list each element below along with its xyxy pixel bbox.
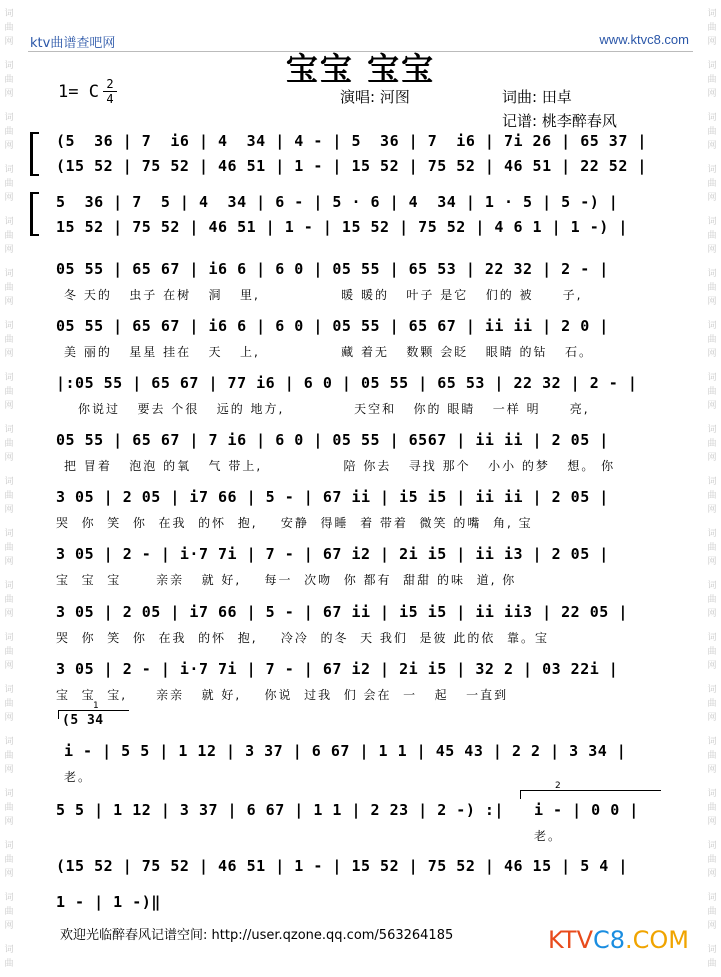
ending-1-music: i - | 5 5 | 1 12 | 3 37 | 6 67 | 1 1 | 45 43 | 2 2 | 3 34 | (64, 742, 627, 760)
watermark-char: 词 (707, 61, 717, 71)
composer: 词曲: 田卓 (502, 88, 572, 106)
volta-1-label: 1 (93, 701, 99, 711)
watermark-char: 曲 (4, 751, 14, 761)
time-signature (103, 78, 117, 105)
watermark-char: 网 (707, 609, 717, 619)
footer-text[interactable]: 欢迎光临醉春风记谱空间: http://user.qzone.qq.com/563264185 (60, 928, 454, 943)
watermark-char: 网 (707, 505, 717, 515)
watermark-char: 词 (4, 841, 14, 851)
watermark-char: 词 (4, 633, 14, 643)
watermark-char: 网 (707, 193, 717, 203)
watermark-char: 词 (707, 321, 717, 331)
system-brace (30, 192, 43, 236)
watermark-char: 词 (707, 737, 717, 747)
watermark-char: 网 (707, 765, 717, 775)
watermark-char: 词 (4, 477, 14, 487)
verse-line-2-music: 05 55 | 65 67 | i6 6 | 6 0 | 05 55 | 65 67 | ii ii | 2 0 | (56, 317, 609, 335)
watermark-char: 词 (707, 633, 717, 643)
song-title: 宝宝 宝宝 (285, 50, 436, 88)
watermark-char: 词 (4, 581, 14, 591)
chorus-line-1-music: 3 05 | 2 05 | i7 66 | 5 - | 67 ii | i5 i5 | ii ii | 2 05 | (56, 488, 609, 506)
watermark-char: 网 (4, 245, 14, 255)
watermark-char: 曲 (707, 491, 717, 501)
watermark-char: 词 (707, 373, 717, 383)
watermark-char: 网 (4, 453, 14, 463)
watermark-char: 词 (4, 685, 14, 695)
ktvc8-logo[interactable] (548, 926, 689, 954)
watermark-char: 词 (4, 9, 14, 19)
logo-part-ktv: KTV (548, 926, 593, 954)
watermark-char: 曲 (4, 959, 14, 969)
singer: 演唱: 河图 (340, 88, 410, 106)
intro-line-1-lower: (15 52 | 75 52 | 46 51 | 1 - | 15 52 | 75 52 | 46 51 | 22 52 | (56, 157, 647, 175)
watermark-char: 词 (707, 893, 717, 903)
watermark-char: 词 (707, 9, 717, 19)
watermark-char: 网 (4, 141, 14, 151)
watermark-char: 曲 (4, 335, 14, 345)
watermark-char: 曲 (4, 699, 14, 709)
watermark-char: 曲 (707, 127, 717, 137)
watermark-char: 曲 (4, 543, 14, 553)
watermark-char: 词 (4, 893, 14, 903)
watermark-char: 曲 (707, 387, 717, 397)
watermark-char: 词 (4, 321, 14, 331)
watermark-char: 网 (707, 141, 717, 151)
watermark-char: 词 (4, 789, 14, 799)
chorus-line-3-lyric: 哭 你 笑 你 在我 的怀 抱, 冷冷 的冬 天 我们 是彼 此的依 靠。宝 (56, 631, 549, 645)
ending-1-pickup: (5 34 (62, 713, 104, 728)
watermark-char: 曲 (4, 283, 14, 293)
watermark-char: 网 (4, 609, 14, 619)
logo-part-c8: C8 (592, 926, 626, 954)
watermark-char: 词 (4, 529, 14, 539)
site-url-right[interactable]: www.ktvc8.com (599, 32, 689, 47)
chorus-line-2-music: 3 05 | 2 - | i·7 7i | 7 - | 67 i2 | 2i i5 | ii i3 | 2 05 | (56, 545, 609, 563)
watermark-char: 网 (707, 817, 717, 827)
outro-music: (15 52 | 75 52 | 46 51 | 1 - | 15 52 | 75 52 | 46 15 | 5 4 | (56, 857, 628, 875)
watermark-char: 曲 (707, 595, 717, 605)
verse-line-1-lyric: 冬 天的 虫子 在树 洞 里, 暖 暖的 叶子 是它 们的 被 子, (64, 288, 583, 302)
watermark-char: 曲 (707, 647, 717, 657)
watermark-char: 曲 (4, 127, 14, 137)
watermark-char: 网 (707, 921, 717, 931)
watermark-char: 网 (707, 89, 717, 99)
watermark-char: 词 (707, 113, 717, 123)
watermark-char: 网 (4, 193, 14, 203)
watermark-char: 网 (707, 349, 717, 359)
watermark-char: 曲 (707, 283, 717, 293)
watermark-char: 词 (707, 477, 717, 487)
watermark-char: 词 (4, 373, 14, 383)
watermark-char: 词 (707, 425, 717, 435)
watermark-char: 词 (4, 217, 14, 227)
watermark-char: 曲 (707, 699, 717, 709)
logo-part-com: .COM (625, 926, 689, 954)
chorus-line-1-lyric: 哭 你 笑 你 在我 的怀 抱, 安静 得睡 着 带着 微笑 的嘴 角, 宝 (56, 516, 533, 530)
watermark-char: 网 (4, 765, 14, 775)
meter-top: 2 (106, 77, 114, 91)
watermark-char: 网 (4, 869, 14, 879)
verse-line-3-music: |:05 55 | 65 67 | 77 i6 | 6 0 | 05 55 | 65 53 | 22 32 | 2 - | (56, 374, 638, 392)
watermark-char: 网 (707, 245, 717, 255)
watermark-char: 网 (4, 297, 14, 307)
site-name-left[interactable]: ktv曲谱查吧网 (30, 36, 116, 51)
intro-line-1-upper: (5 36 | 7 i6 | 4 34 | 4 - | 5 36 | 7 i6 | 7i 26 | 65 37 | (56, 132, 647, 150)
watermark-char: 词 (707, 581, 717, 591)
watermark-char: 曲 (707, 231, 717, 241)
watermark-char: 网 (4, 713, 14, 723)
watermark-char: 曲 (4, 387, 14, 397)
watermark-char: 词 (707, 789, 717, 799)
watermark-char: 曲 (707, 23, 717, 33)
watermark-char: 曲 (4, 75, 14, 85)
watermark-char: 曲 (707, 855, 717, 865)
watermark-char: 词 (4, 269, 14, 279)
watermark-char: 词 (4, 737, 14, 747)
watermark-char: 曲 (707, 439, 717, 449)
watermark-char: 词 (707, 217, 717, 227)
watermark-char: 词 (707, 529, 717, 539)
watermark-char: 网 (707, 37, 717, 47)
watermark-char: 词 (707, 165, 717, 175)
watermark-char: 词 (707, 685, 717, 695)
watermark-char: 网 (4, 921, 14, 931)
watermark-char: 曲 (707, 543, 717, 553)
watermark-char: 曲 (4, 855, 14, 865)
watermark-char: 网 (707, 297, 717, 307)
watermark-char: 词 (707, 841, 717, 851)
watermark-char: 曲 (4, 647, 14, 657)
watermark-char: 曲 (4, 595, 14, 605)
watermark-char: 网 (4, 37, 14, 47)
chorus-line-3-music: 3 05 | 2 05 | i7 66 | 5 - | 67 ii | i5 i5 | ii ii3 | 22 05 | (56, 603, 628, 621)
watermark-char: 词 (4, 425, 14, 435)
ending-1-lyric: 老。 (64, 770, 93, 784)
watermark-char: 词 (4, 113, 14, 123)
watermark-char: 曲 (707, 751, 717, 761)
intro-line-2-lower: 15 52 | 75 52 | 46 51 | 1 - | 15 52 | 75 52 | 4 6 1 | 1 -) | (56, 218, 628, 236)
watermark-char: 曲 (707, 179, 717, 189)
watermark-char: 曲 (707, 959, 717, 969)
watermark-char: 网 (707, 869, 717, 879)
interlude-music: 5 5 | 1 12 | 3 37 | 6 67 | 1 1 | 2 23 | 2 -) :| (56, 801, 504, 819)
watermark-char: 网 (707, 661, 717, 671)
watermark-char: 网 (4, 349, 14, 359)
watermark-char: 词 (707, 945, 717, 955)
verse-line-1-music: 05 55 | 65 67 | i6 6 | 6 0 | 05 55 | 65 53 | 22 32 | 2 - | (56, 260, 609, 278)
chorus-line-4-lyric: 宝 宝 宝, 亲亲 就 好, 你说 过我 们 会在 一 起 一直到 (56, 688, 509, 702)
watermark-char: 曲 (4, 907, 14, 917)
watermark-char: 网 (4, 817, 14, 827)
watermark-char: 曲 (4, 803, 14, 813)
watermark-char: 词 (4, 945, 14, 955)
watermark-char: 网 (707, 401, 717, 411)
watermark-char: 网 (707, 557, 717, 567)
watermark-char: 网 (4, 505, 14, 515)
verse-line-4-lyric: 把 冒着 泡泡 的氧 气 带上, 陪 你去 寻找 那个 小小 的梦 想。 你 (64, 459, 616, 473)
watermark-char: 曲 (707, 75, 717, 85)
watermark-char: 网 (4, 401, 14, 411)
transcriber: 记谱: 桃李醉春风 (502, 112, 617, 130)
volta-2 (520, 781, 661, 799)
watermark-char: 曲 (707, 907, 717, 917)
watermark-char: 网 (4, 89, 14, 99)
ending-2-music: i - | 0 0 | (534, 801, 639, 819)
watermark-char: 网 (4, 557, 14, 567)
watermark-char: 曲 (4, 231, 14, 241)
key-signature: 1= C (58, 82, 99, 102)
system-brace (30, 132, 43, 176)
watermark-char: 曲 (707, 335, 717, 345)
watermark-char: 词 (4, 61, 14, 71)
watermark-char: 词 (4, 165, 14, 175)
outro-end-music: 1 - | 1 -)‖ (56, 893, 161, 911)
volta-2-label: 2 (555, 781, 561, 791)
watermark-char: 曲 (4, 439, 14, 449)
ending-2-lyric: 老。 (534, 829, 563, 843)
watermark-char: 曲 (4, 491, 14, 501)
verse-line-2-lyric: 美 丽的 星星 挂在 天 上, 藏 着无 数颗 会眨 眼睛 的钻 石。 (64, 345, 593, 359)
chorus-line-4-music: 3 05 | 2 - | i·7 7i | 7 - | 67 i2 | 2i i5 | 32 2 | 03 22i | (56, 660, 619, 678)
watermark-char: 曲 (4, 179, 14, 189)
watermark-char: 网 (4, 661, 14, 671)
intro-line-2-upper: 5 36 | 7 5 | 4 34 | 6 - | 5 · 6 | 4 34 | 1 · 5 | 5 -) | (56, 193, 619, 211)
meter-bottom: 4 (106, 92, 114, 106)
watermark-char: 词 (707, 269, 717, 279)
watermark-char: 网 (707, 453, 717, 463)
verse-line-3-lyric: 你说过 要去 个很 远的 地方, 天空和 你的 眼睛 一样 明 亮, (78, 402, 590, 416)
watermark-char: 曲 (707, 803, 717, 813)
verse-line-4-music: 05 55 | 65 67 | 7 i6 | 6 0 | 05 55 | 6567 | ii ii | 2 05 | (56, 431, 609, 449)
chorus-line-2-lyric: 宝 宝 宝 亲亲 就 好, 每一 次吻 你 都有 甜甜 的味 道, 你 (56, 573, 517, 587)
watermark-char: 网 (707, 713, 717, 723)
watermark-char: 曲 (4, 23, 14, 33)
